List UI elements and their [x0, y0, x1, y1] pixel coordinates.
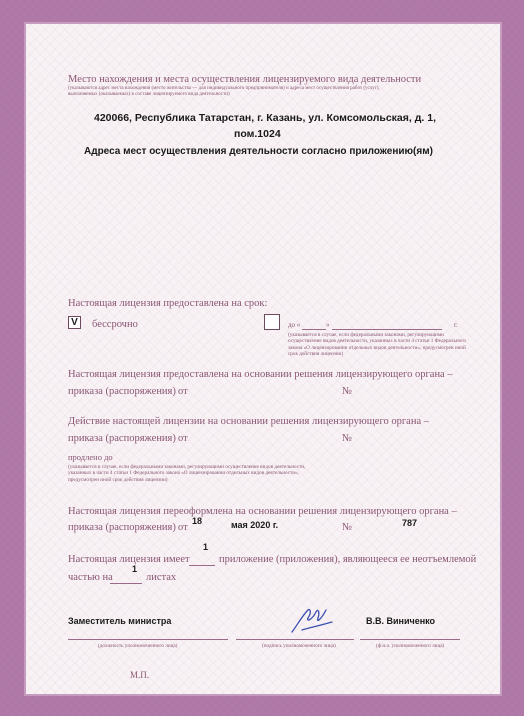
location-note-line2: выполняемых (оказываемых) в составе лицензируемого вида деятельности)	[68, 92, 230, 98]
signature-line	[236, 639, 354, 640]
reissued-order-label: приказа (распоряжения)	[68, 522, 176, 533]
granted-from-label: от	[178, 386, 188, 397]
until-month-line	[332, 329, 442, 330]
action-number-label: №	[342, 433, 353, 444]
extended-note: (указывается в случае, если федеральными законами, регулирующими осуществление видов деятельности, указанных в части 4 статьи 1 Федерального закона «О лицензировании отдельных видов деятельности», предусмотрен иной срок действия лицензии)	[68, 464, 306, 483]
location-heading-text: Место нахождения и места осуществления лицензируемого вида деятельности	[68, 74, 422, 85]
name-caption: (ф.и.о. уполномоченного лица)	[376, 643, 445, 649]
address-line1: 420066, Республика Татарстан, г. Казань, ул. Комсомольская, д. 1,	[94, 112, 436, 124]
indefinite-checkbox[interactable]: V	[68, 316, 81, 329]
reissued-from-label: от	[178, 522, 188, 533]
address-line2: пом.1024	[234, 128, 281, 140]
reissued-number: 787	[402, 518, 418, 528]
until-year-suffix: г.	[454, 321, 458, 329]
action-from-label: от	[178, 433, 188, 444]
reissued-line1: Настоящая лицензия переоформлена на основании решения лицензирующего органа –	[68, 506, 457, 517]
until-date-checkbox[interactable]	[264, 314, 280, 330]
indefinite-label: бессрочно	[92, 319, 138, 330]
stamp-place: М.П.	[130, 670, 150, 680]
appendix-line1-start: Настоящая лицензия имеет	[68, 554, 190, 565]
signatory-name: В.В. Виниченко	[366, 616, 436, 626]
signature-mark	[288, 602, 336, 638]
until-quote-close: »	[326, 321, 330, 329]
appendix-count: 1	[203, 542, 209, 552]
action-line1: Действие настоящей лицензии на основании решения лицензирующего органа –	[68, 416, 429, 427]
signature-caption: (подпись уполномоченного лица)	[262, 643, 336, 649]
until-note: (указывается в случае, если федеральными законами, регулирующими осуществление видов деятельности, указанных в части 4 статьи 1 Федерального закона «О лицензировании отдельных видов деятельности», предусмотрен иной срок действия лицензии)	[288, 332, 466, 358]
position-line	[68, 639, 228, 640]
granted-number-label: №	[342, 386, 353, 397]
name-line	[360, 639, 460, 640]
address-line3: Адреса мест осуществления деятельности согласно приложению(ям)	[84, 146, 433, 157]
appendix-line2-start: частью на	[68, 572, 113, 583]
signatory-position: Заместитель министра	[68, 616, 172, 626]
appendix-line2-end: листах	[146, 572, 177, 583]
appendix-sheets: 1	[132, 564, 138, 574]
reissued-month-year: мая 2020 г.	[231, 520, 279, 530]
until-day-line	[302, 329, 326, 330]
until-label: до «	[288, 321, 301, 329]
appendix-count-line	[189, 565, 215, 566]
position-caption: (должность уполномоченного лица)	[98, 643, 178, 649]
action-order-label: приказа (распоряжения)	[68, 433, 176, 444]
reissued-day: 18	[192, 516, 203, 526]
appendix-line1-end: приложение (приложения), являющееся ее неотъемлемой	[219, 554, 477, 565]
location-note	[68, 86, 468, 99]
appendix-sheets-line	[110, 583, 142, 584]
extended-label: продлено до	[68, 452, 113, 462]
certificate-form	[24, 22, 502, 696]
location-note-line1: (указываются адрес места нахождения (место жительства — для индивидуального предпринимателя) и адреса мест осуществления работ (услуг),	[68, 86, 380, 91]
location-heading	[68, 74, 465, 85]
granted-order-label: приказа (распоряжения)	[68, 386, 176, 397]
reissued-number-label: №	[342, 522, 353, 533]
granted-line1: Настоящая лицензия предоставлена на основании решения лицензирующего органа –	[68, 369, 453, 380]
term-label: Настоящая лицензия предоставлена на срок:	[68, 298, 268, 309]
